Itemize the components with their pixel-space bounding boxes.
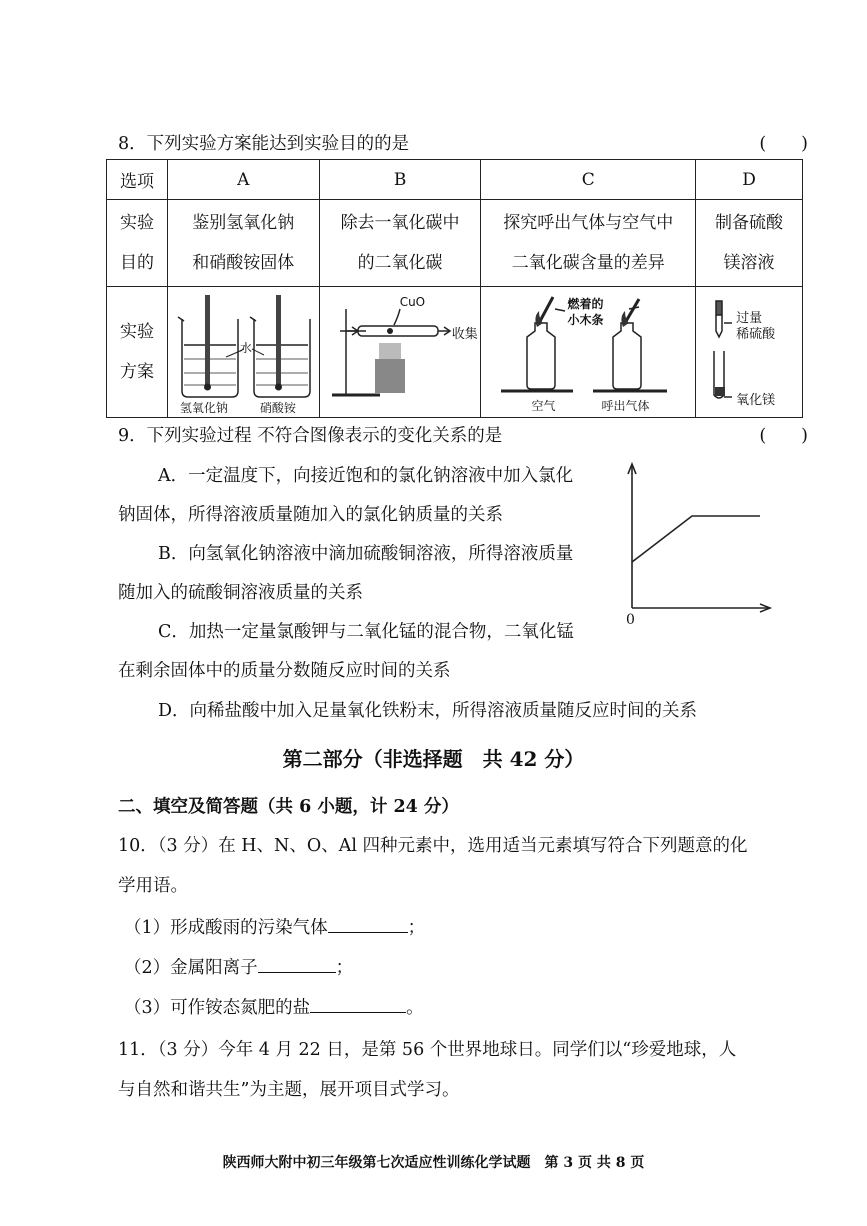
scheme-b bbox=[319, 287, 481, 418]
label-exhaled-gas: 呼出气体 bbox=[601, 399, 650, 413]
purpose-d: 制备硫酸 镁溶液 bbox=[696, 200, 803, 287]
q11-stem-line2: 与自然和谐共生”为主题，展开项目式学习。 bbox=[118, 1080, 460, 1100]
answer-blank-1[interactable] bbox=[328, 914, 408, 933]
label-dilute-h2so4: 稀硫酸 bbox=[736, 327, 776, 342]
q9-option-b-line1: B．向氢氧化钠溶液中滴加硫酸铜溶液，所得溶液质量 bbox=[158, 544, 574, 564]
q8-stem-row bbox=[118, 130, 808, 155]
q8-table bbox=[106, 159, 803, 418]
q10-stem-line2: 学用语。 bbox=[118, 876, 188, 896]
label-cuo: CuO bbox=[399, 295, 426, 309]
purpose-a: 鉴别氢氧化钠 和硝酸铵固体 bbox=[167, 200, 319, 287]
q9-stem: 9．下列实验过程 不符合图像表示的变化关系的是 bbox=[118, 426, 503, 446]
q8-stem: 8．下列实验方案能达到实验目的的是 bbox=[118, 134, 410, 154]
purpose-b: 除去一氧化碳中 的二氧化碳 bbox=[319, 200, 481, 287]
label-excess: 过量 bbox=[736, 311, 763, 326]
label-burning-stick-2: 小木条 bbox=[567, 313, 604, 327]
label-burning-stick-1: 燃着的 bbox=[567, 297, 604, 311]
header-label: 选项 bbox=[107, 160, 168, 200]
purpose-label: 实验 目的 bbox=[107, 200, 168, 287]
q9-graph-svg bbox=[620, 458, 780, 633]
q10-item-3: （3）可作铵态氮肥的盐 。 bbox=[124, 994, 424, 1019]
header-option-d: D bbox=[696, 160, 803, 200]
header-option-c: C bbox=[481, 160, 696, 200]
scheme-row bbox=[107, 287, 803, 418]
q9-answer-paren: ( ) bbox=[759, 426, 808, 446]
header-option-a: A bbox=[167, 160, 319, 200]
q9-option-a-line2: 钠固体，所得溶液质量随加入的氯化钠质量的关系 bbox=[118, 505, 503, 525]
q8-answer-paren: ( ) bbox=[759, 134, 808, 154]
q9-option-b-line2: 随加入的硫酸铜溶液质量的关系 bbox=[118, 583, 363, 603]
label-naoh: 氢氧化钠 bbox=[179, 401, 228, 415]
curve bbox=[632, 516, 760, 562]
page-footer: 陕西师大附中初三年级第七次适应性训练化学试题 第 3 页 共 8 页 bbox=[222, 1155, 645, 1171]
q9-option-c-line1: C．加热一定量氯酸钾与二氧化锰的混合物，二氧化锰 bbox=[158, 622, 574, 642]
header-option-b: B bbox=[319, 160, 481, 200]
label-nh4no3: 硝酸铵 bbox=[259, 401, 296, 415]
scheme-a bbox=[167, 287, 319, 418]
label-mgo: 氧化镁 bbox=[736, 393, 776, 408]
q10-item-2: （2）金属阳离子 ； bbox=[124, 954, 353, 979]
label-air: 空气 bbox=[531, 399, 556, 413]
section2-title: 二、填空及简答题（共 6 小题，计 24 分） bbox=[118, 797, 459, 817]
purpose-row bbox=[107, 200, 803, 287]
table-header-row bbox=[107, 160, 803, 200]
scheme-label: 实验 方案 bbox=[107, 287, 168, 418]
answer-blank-2[interactable] bbox=[258, 954, 336, 973]
scheme-c bbox=[481, 287, 696, 418]
q11-stem-line1: 11．（3 分）今年 4 月 22 日，是第 56 个世界地球日。同学们以“珍爱地球，人 bbox=[118, 1040, 737, 1060]
part2-title: 第二部分（非选择题 共 42 分） bbox=[282, 747, 585, 771]
purpose-c: 探究呼出气体与空气中 二氧化碳含量的差异 bbox=[481, 200, 696, 287]
q9-graph bbox=[620, 458, 780, 638]
answer-blank-3[interactable] bbox=[310, 994, 406, 1013]
q9-stem-row bbox=[118, 422, 808, 447]
q10-item-1: （1）形成酸雨的污染气体 ； bbox=[124, 914, 425, 939]
q9-option-c-line2: 在剩余固体中的质量分数随反应时间的关系 bbox=[118, 661, 451, 681]
q10-stem-line1: 10．（3 分）在 H、N、O、Al 四种元素中，选用适当元素填写符合下列题意的化 bbox=[118, 836, 748, 856]
q9-option-a-line1: A．一定温度下，向接近饱和的氯化钠溶液中加入氯化 bbox=[158, 466, 574, 486]
q9-option-d: D．向稀盐酸中加入足量氧化铁粉末，所得溶液质量随反应时间的关系 bbox=[158, 701, 698, 721]
label-water: 水 bbox=[239, 341, 252, 355]
scheme-d bbox=[696, 287, 803, 418]
label-collect: 收集 bbox=[451, 327, 478, 342]
graph-origin: 0 bbox=[626, 612, 635, 628]
